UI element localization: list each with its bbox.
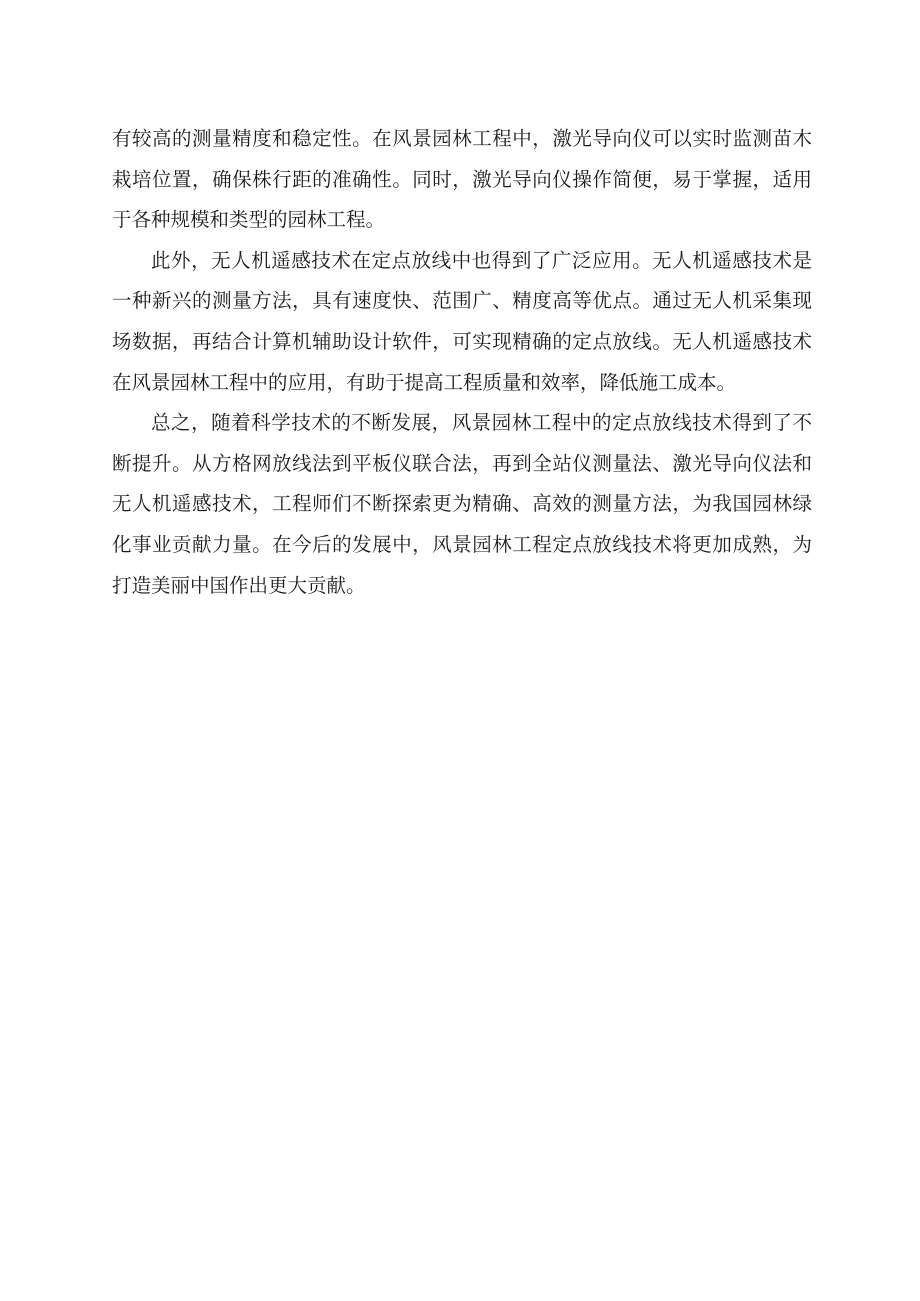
text-line: 有较高的测量精度和稳定性。在风景园林工程中，激光导向仪可以实时监测苗木 — [112, 127, 812, 150]
paragraph-conclusion — [112, 403, 812, 606]
text-line: 化事业贡献力量。在今后的发展中，风景园林工程定点放线技术将更加成熟，为 — [112, 532, 812, 556]
text-line: 于各种规模和类型的园林工程。 — [112, 208, 386, 232]
text-line: 栽培位置，确保株行距的准确性。同时，激光导向仪操作简便，易于掌握，适用 — [112, 167, 812, 191]
text-line: 无人机遥感技术，工程师们不断探索更为精确、高效的测量方法，为我国园林绿 — [112, 492, 812, 516]
text-line: 总之，随着科学技术的不断发展，风景园林工程中的定点放线技术得到了不 — [151, 411, 812, 435]
text-line: 断提升。从方格网放线法到平板仪联合法，再到全站仪测量法、激光导向仪法和 — [112, 451, 812, 475]
paragraph-drone-remote-sensing — [112, 241, 812, 403]
text-line: 此外，无人机遥感技术在定点放线中也得到了广泛应用。无人机遥感技术是 — [151, 248, 812, 272]
paragraph-laser-guide — [112, 119, 812, 241]
text-line: 场数据，再结合计算机辅助设计软件，可实现精确的定点放线。无人机遥感技术 — [112, 329, 812, 353]
text-line: 打造美丽中国作出更大贡献。 — [112, 573, 366, 597]
text-line: 一种新兴的测量方法，具有速度快、范围广、精度高等优点。通过无人机采集现 — [112, 289, 812, 313]
body-text — [112, 119, 812, 606]
text-line: 在风景园林工程中的应用，有助于提高工程质量和效率，降低施工成本。 — [112, 370, 737, 394]
